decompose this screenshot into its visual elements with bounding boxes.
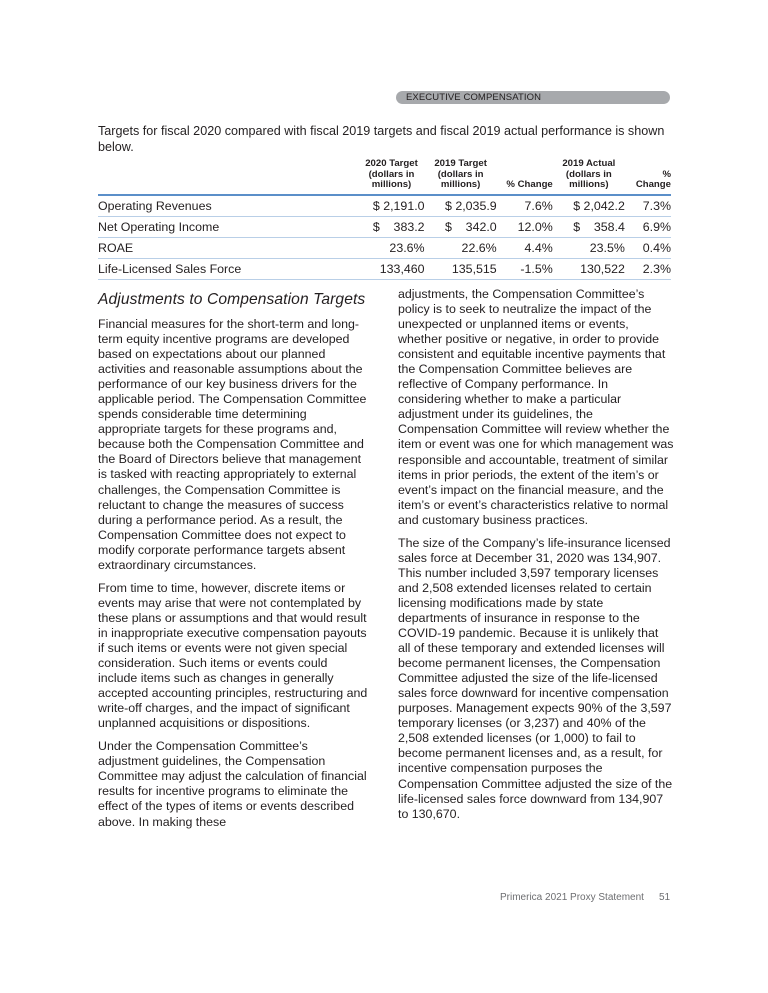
header-line: Change <box>635 179 671 190</box>
cell-change-target: -1.5% <box>497 258 553 279</box>
cell-actual-2019: 130,522 <box>553 258 625 279</box>
table-header-row <box>98 159 671 195</box>
cell-target-2020: 23.6% <box>358 237 424 258</box>
targets-table <box>98 159 671 280</box>
cell-change-target: 7.6% <box>497 195 553 217</box>
header-line: 2019 Actual <box>562 158 616 169</box>
cell-actual-2019: $ 2,042.2 <box>553 195 625 217</box>
table-row <box>98 216 671 237</box>
intro-text: Targets for fiscal 2020 compared with fiscal 2019 targets and fiscal 2019 actual performance is shown below. <box>98 124 665 154</box>
section-banner-label: EXECUTIVE COMPENSATION <box>406 92 542 103</box>
cell-change-actual: 0.4% <box>625 237 671 258</box>
header-line: (dollars in <box>437 168 484 180</box>
paragraph: From time to time, however, discrete items or events may arise that were not contemplated by these plans or assumptions and that would result in inappropriate executive compensation payouts if such items or events were not given special consideration. Such items or events could include items such as changes in generally accepted accounting principles, restructuring and write-off charges, and the impact of significant unplanned acquisitions or dispositions. <box>98 580 368 731</box>
cell-target-2019: $ 2,035.9 <box>425 195 497 217</box>
cell-target-2020: $ 2,191.0 <box>358 195 424 217</box>
cell-change-target: 4.4% <box>497 237 553 258</box>
cell-change-target: 12.0% <box>497 216 553 237</box>
paragraph: The size of the Company’s life-insurance licensed sales force at December 31, 2020 was 134,907. This number included 3,597 temporary licenses and 2,508 extended licenses related to certain licensing modifications made by state departments of insurance in response to the COVID-19 pandemic. Because it is unlikely that all of these temporary and extended licenses will become permanent licenses, the Compensation Committee adjusted the size of the life-licensed sales force downward for incentive compensation purposes. Management expects 90% of the 3,597 temporary licenses (or 3,237) and 40% of the 2,508 extended licenses (or 1,000) to fail to become permanent licenses and, as a result, for incentive compensation purposes the Compensation Committee adjusted the size of the life-licensed sales force downward from 134,907 to 130,670. <box>398 535 673 821</box>
section-heading: Adjustments to Compensation Targets <box>98 291 366 308</box>
header-line: millions) <box>371 179 412 190</box>
column-header-pct-change-actual <box>625 159 671 195</box>
cell-change-actual: 7.3% <box>625 195 671 217</box>
paragraph: Financial measures for the short-term and long-term equity incentive programs are developed based on expectations about our planned activities and reasonable assumptions about the performance of our key business drivers for the applicable period. The Compensation Committee spends considerable time determining appropriate targets for these programs and, because both the Compensation Committee and the Board of Directors believe that management is tasked with reacting appropriately to external challenges, the Compensation Committee is reluctant to change the measures of success during a performance period. As a result, the Compensation Committee does not expect to modify corporate performance targets absent extraordinary circumstances. <box>98 317 367 572</box>
header-line: 2019 Target <box>434 158 487 169</box>
footer-page-number: 51 <box>659 892 671 903</box>
cell-change-actual: 2.3% <box>625 258 671 279</box>
cell-target-2020: $ 383.2 <box>358 216 424 237</box>
column-header-pct-change-target <box>497 159 553 195</box>
column-header-2019-target <box>425 159 497 195</box>
cell-target-2019: $ 342.0 <box>425 216 497 237</box>
row-label: Life-Licensed Sales Force <box>98 258 358 279</box>
cell-target-2019: 135,515 <box>425 258 497 279</box>
column-header-2020-target <box>358 159 424 195</box>
table-row <box>98 258 671 279</box>
header-line: % <box>662 168 671 180</box>
cell-actual-2019: $ 358.4 <box>553 216 625 237</box>
row-label: Net Operating Income <box>98 216 358 237</box>
row-label: Operating Revenues <box>98 195 358 217</box>
header-line: 2020 Target <box>365 158 418 169</box>
header-line: % Change <box>506 179 553 190</box>
cell-target-2019: 22.6% <box>425 237 497 258</box>
header-line: millions) <box>440 179 481 190</box>
cell-target-2020: 133,460 <box>358 258 424 279</box>
cell-change-actual: 6.9% <box>625 216 671 237</box>
table-row <box>98 237 671 258</box>
section-banner <box>396 91 670 104</box>
paragraph: adjustments, the Compensation Committee’s policy is to seek to neutralize the impact of the unexpected or unplanned items or events, whether positive or negative, in order to provide consistent and equitable incentive payments that the Compensation Committee believes are reflective of Company performance. In considering whether to make a particular adjustment under its guidelines, the Compensation Committee will review whether the item or event was one for which management was responsible and accountable, treatment of similar items in prior periods, the extent of the item’s or event’s impact on the financial measure, and the item’s or event’s characteristics relative to normal and customary business practices. <box>398 287 674 527</box>
row-label: ROAE <box>98 237 358 258</box>
header-line: (dollars in <box>368 168 415 180</box>
column-header-label <box>98 159 358 195</box>
cell-actual-2019: 23.5% <box>553 237 625 258</box>
column-header-2019-actual <box>553 159 625 195</box>
header-line: millions) <box>569 179 609 190</box>
left-column <box>98 317 370 838</box>
header-line: (dollars in <box>565 168 612 180</box>
paragraph: Under the Compensation Committee’s adjustment guidelines, the Compensation Committee may adjust the calculation of financial results for incentive programs to eliminate the effect of the types of items or events described above. In making these <box>98 739 367 829</box>
table-row <box>98 195 671 217</box>
footer-document-title: Primerica 2021 Proxy Statement <box>500 892 644 903</box>
right-column <box>398 287 674 830</box>
